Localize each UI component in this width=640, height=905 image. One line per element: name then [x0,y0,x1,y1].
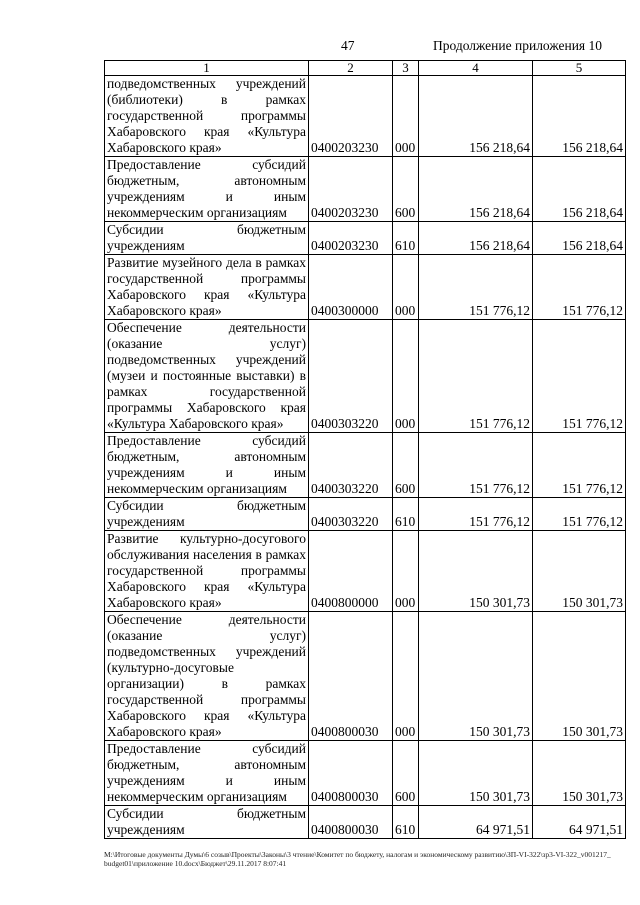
row-code-cell: 0400800030 [309,806,393,839]
row-amount-1-cell: 151 776,12 [419,433,533,498]
row-code-cell: 0400303220 [309,320,393,433]
row-expense-type-cell: 000 [393,320,419,433]
budget-table [104,60,626,839]
table-body [105,76,626,839]
column-header: 2 [309,61,393,76]
continuation-label: Продолжение приложения 10 [433,38,603,53]
column-header: 1 [105,61,309,76]
row-code-cell: 0400303220 [309,498,393,531]
row-amount-2-cell: 151 776,12 [533,498,626,531]
row-name-cell: Обеспечение деятельности (оказание услуг) подведомственных учреждений (культурно-досуговые организации) в рамках государственной программы Хабаровского края «Культура Хабаровского края» [105,612,309,741]
row-amount-1-cell: 156 218,64 [419,76,533,157]
table-row [105,433,626,498]
row-amount-1-cell: 156 218,64 [419,157,533,222]
column-header: 4 [419,61,533,76]
row-amount-1-cell: 150 301,73 [419,741,533,806]
row-amount-1-cell: 151 776,12 [419,498,533,531]
row-expense-type-cell: 000 [393,76,419,157]
row-expense-type-cell: 600 [393,157,419,222]
row-name-cell: Развитие музейного дела в рамках государственной программы Хабаровского края «Культура Хабаровского края» [105,255,309,320]
row-code-cell: 0400203230 [309,76,393,157]
row-amount-1-cell: 151 776,12 [419,320,533,433]
table-row [105,741,626,806]
row-amount-2-cell: 156 218,64 [533,157,626,222]
row-amount-1-cell: 150 301,73 [419,531,533,612]
row-expense-type-cell: 610 [393,806,419,839]
table-row [105,222,626,255]
row-amount-2-cell: 156 218,64 [533,76,626,157]
row-amount-2-cell: 151 776,12 [533,433,626,498]
row-expense-type-cell: 000 [393,255,419,320]
table-row [105,612,626,741]
table-row [105,498,626,531]
table-row [105,255,626,320]
row-amount-2-cell: 151 776,12 [533,255,626,320]
row-expense-type-cell: 000 [393,612,419,741]
table-row [105,806,626,839]
table-row [105,76,626,157]
row-amount-2-cell: 64 971,51 [533,806,626,839]
row-code-cell: 0400203230 [309,222,393,255]
row-code-cell: 0400300000 [309,255,393,320]
row-amount-2-cell: 156 218,64 [533,222,626,255]
row-amount-2-cell: 150 301,73 [533,741,626,806]
row-name-cell: Предоставление субсидий бюджетным, автономным учреждениям и иным некоммерческим организациям [105,741,309,806]
page-number: 47 [341,38,355,53]
row-name-cell: Предоставление субсидий бюджетным, автономным учреждениям и иным некоммерческим организациям [105,157,309,222]
row-name-cell: Субсидии бюджетным учреждениям [105,498,309,531]
row-name-cell: Субсидии бюджетным учреждениям [105,806,309,839]
row-name-cell: Предоставление субсидий бюджетным, автономным учреждениям и иным некоммерческим организациям [105,433,309,498]
table-header-row [105,61,626,76]
row-code-cell: 0400303220 [309,433,393,498]
row-code-cell: 0400800030 [309,741,393,806]
row-expense-type-cell: 000 [393,531,419,612]
row-expense-type-cell: 610 [393,498,419,531]
row-name-cell: Субсидии бюджетным учреждениям [105,222,309,255]
row-amount-2-cell: 150 301,73 [533,531,626,612]
row-name-cell: Обеспечение деятельности (оказание услуг) подведомственных учреждений (музеи и постоянные выставки) в рамках государственной программы Хабаровского края «Культура Хабаровского края» [105,320,309,433]
row-name-cell: подведомственных учреждений (библиотеки) в рамках государственной программы Хабаровского края «Культура Хабаровского края» [105,76,309,157]
row-code-cell: 0400203230 [309,157,393,222]
row-amount-2-cell: 151 776,12 [533,320,626,433]
table-row [105,531,626,612]
table-row [105,157,626,222]
row-amount-1-cell: 156 218,64 [419,222,533,255]
row-amount-1-cell: 150 301,73 [419,612,533,741]
column-header: 3 [393,61,419,76]
page-header [0,38,640,58]
table-row [105,320,626,433]
row-amount-1-cell: 64 971,51 [419,806,533,839]
file-path-footer: M:\Итоговые документы Думы\6 созыв\Проекты\Законы\3 чтение\Комитет по бюджету, налогам и экономическому развитию\ЗП-VI-322\зр3-VI-322_v001217_budget01\приложение 10.docx\Бюджет\29.11.2017 8:07:41 [104,850,611,868]
row-code-cell: 0400800000 [309,531,393,612]
row-name-cell: Развитие культурно-досугового обслуживания населения в рамках государственной программы Хабаровского края «Культура Хабаровского края» [105,531,309,612]
column-header: 5 [533,61,626,76]
row-amount-1-cell: 151 776,12 [419,255,533,320]
row-expense-type-cell: 600 [393,433,419,498]
row-amount-2-cell: 150 301,73 [533,612,626,741]
row-expense-type-cell: 600 [393,741,419,806]
row-code-cell: 0400800030 [309,612,393,741]
row-expense-type-cell: 610 [393,222,419,255]
